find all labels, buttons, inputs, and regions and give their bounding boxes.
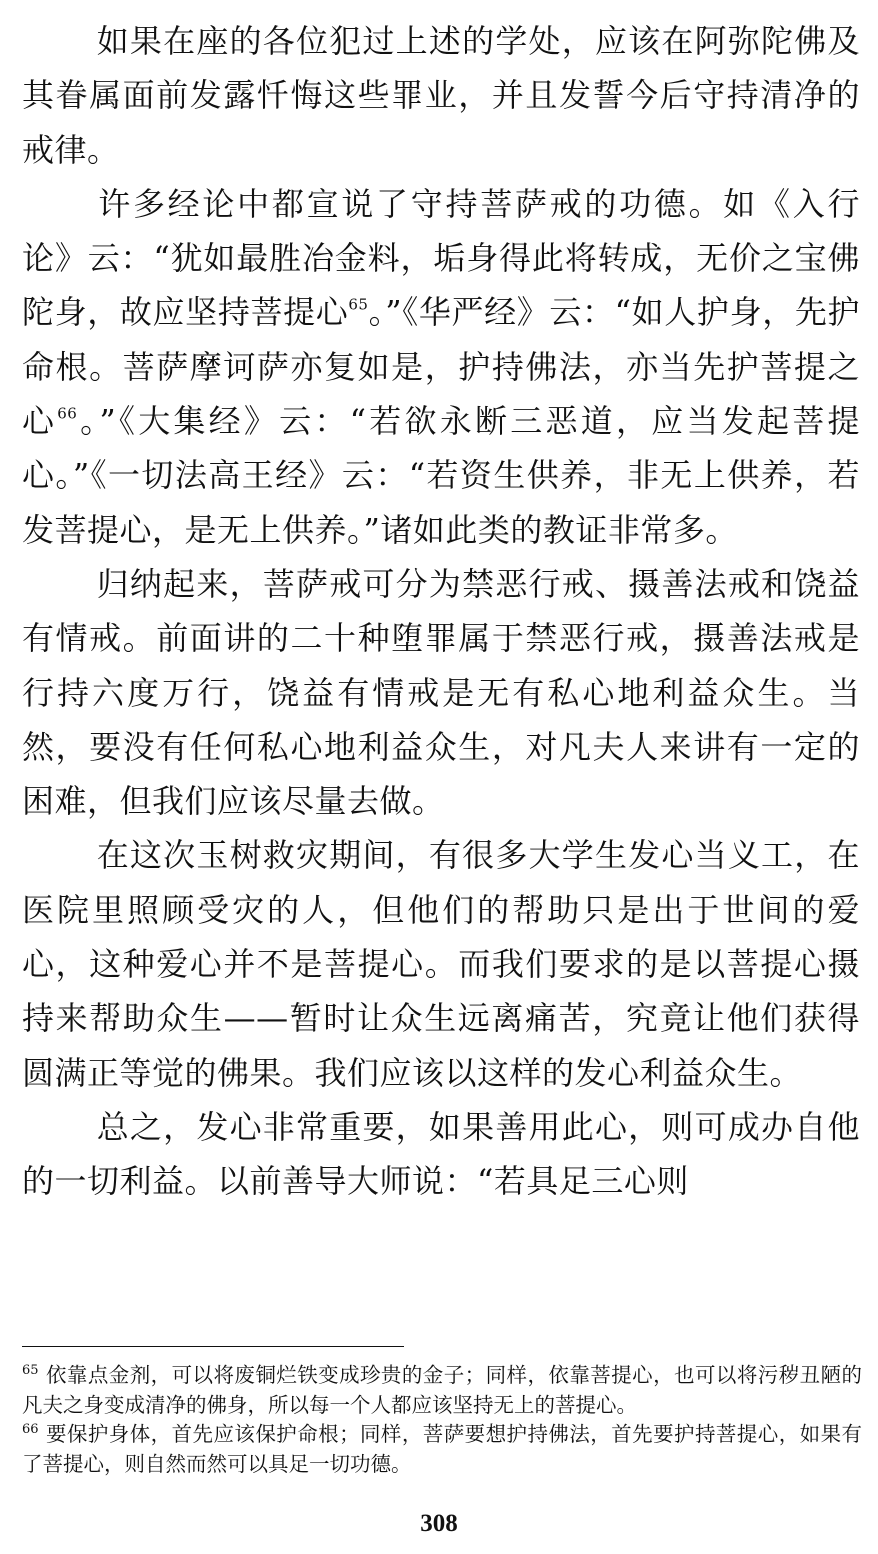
paragraph-5 bbox=[22, 1100, 860, 1209]
footnote-number: 66 bbox=[22, 1422, 39, 1438]
footnote-ref-66[interactable]: 66 bbox=[57, 404, 78, 423]
paragraph-text: 总之，发心非常重要，如果善用此心，则可成办自他的一切利益。以前善导大师说：“若具足三心则 bbox=[22, 1107, 860, 1201]
paragraph-1 bbox=[22, 14, 860, 177]
paragraph-4 bbox=[22, 828, 860, 1099]
footnote-number: 65 bbox=[22, 1363, 39, 1379]
paragraph-text: 。”《大集经》云：“若欲永断三恶道，应当发起菩提心。”《一切法高王经》云：“若资生供养，非无上供养，若发菩提心，是无上供养。”诸如此类的教证非常多。 bbox=[22, 402, 860, 549]
footnote-ref-65[interactable]: 65 bbox=[348, 295, 369, 314]
body-text bbox=[22, 14, 860, 1209]
paragraph-text: 。”《华严经》云：“如人护身，先护命根。菩萨摩诃萨亦复如是，护持佛法，亦当先护菩提之心 bbox=[22, 293, 860, 441]
page-number: 308 bbox=[420, 1510, 458, 1537]
footnotes bbox=[22, 1361, 862, 1479]
footnote-text: 要保护身体，首先应该保护命根；同样，菩萨要想护持佛法，首先要护持菩提心，如果有了菩提心，则自然而然可以具足一切功德。 bbox=[22, 1422, 862, 1476]
paragraph-3 bbox=[22, 557, 860, 828]
footnote-66 bbox=[22, 1420, 862, 1479]
footnote-text: 依靠点金剂，可以将废铜烂铁变成珍贵的金子；同样，依靠菩提心，也可以将污秽丑陋的凡夫之身变成清净的佛身，所以每一个人都应该坚持无上的菩提心。 bbox=[22, 1363, 862, 1417]
paragraph-text: 在这次玉树救灾期间，有很多大学生发心当义工，在医院里照顾受灾的人，但他们的帮助只是出于世间的爱心，这种爱心并不是菩提心。而我们要求的是以菩提心摄持来帮助众生——暂时让众生远离痛苦，究竟让他们获得圆满正等觉的佛果。我们应该以这样的发心利益众生。 bbox=[22, 836, 860, 1092]
footnote-divider bbox=[22, 1346, 404, 1347]
footnote-65 bbox=[22, 1361, 862, 1420]
paragraph-2 bbox=[22, 177, 860, 557]
paragraph-text: 如果在座的各位犯过上述的学处，应该在阿弥陀佛及其眷属面前发露忏悔这些罪业，并且发誓今后守持清净的戒律。 bbox=[22, 22, 860, 169]
paragraph-text: 许多经论中都宣说了守持菩萨戒的功德。如《入行论》云：“犹如最胜冶金料，垢身得此将转成，无价之宝佛陀身，故应坚持菩提心 bbox=[22, 184, 860, 332]
paragraph-text: 归纳起来，菩萨戒可分为禁恶行戒、摄善法戒和饶益有情戒。前面讲的二十种堕罪属于禁恶行戒，摄善法戒是行持六度万行，饶益有情戒是无有私心地利益众生。当然，要没有任何私心地利益众生，对凡夫人来讲有一定的困难，但我们应该尽量去做。 bbox=[22, 564, 860, 821]
